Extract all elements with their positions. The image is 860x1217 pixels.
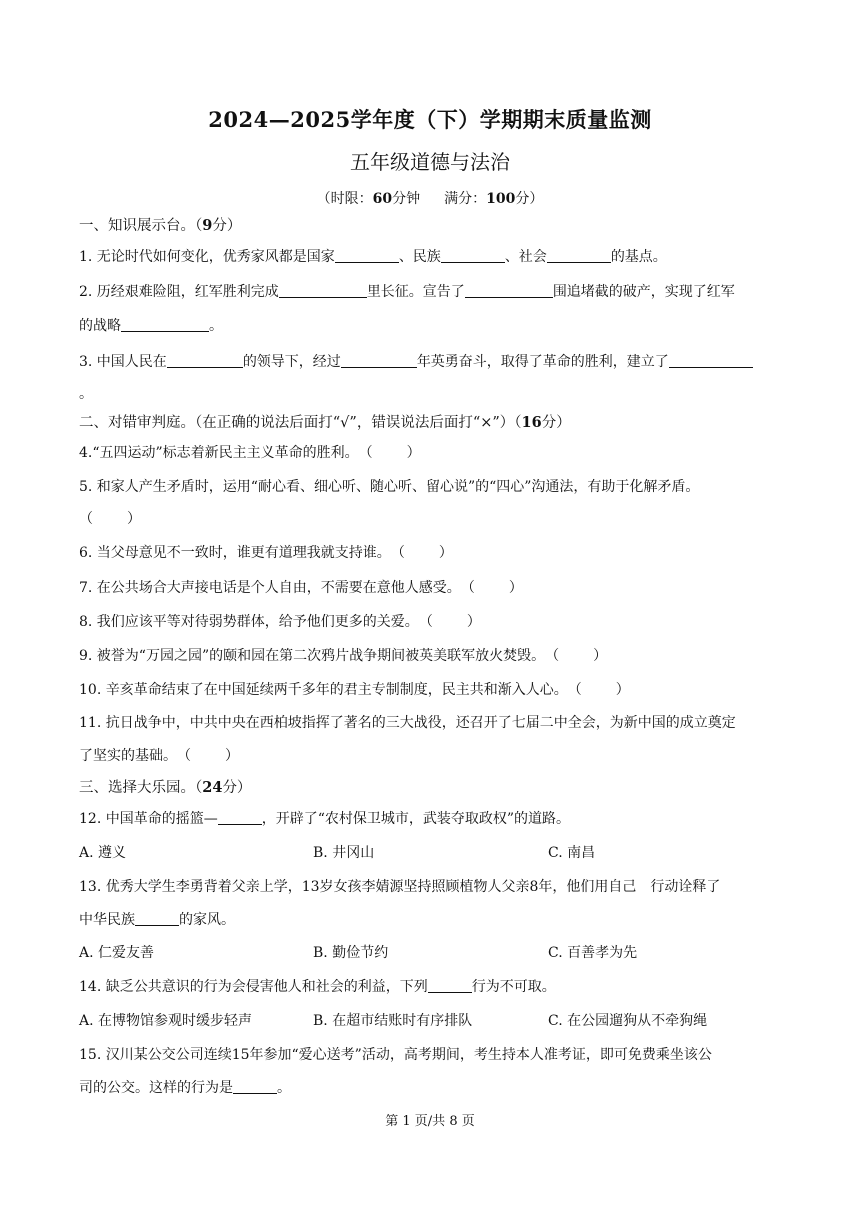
answer-blank[interactable] bbox=[441, 248, 505, 263]
question-5-line-2 bbox=[79, 509, 141, 529]
answer-paren[interactable]: （ ） bbox=[545, 648, 608, 664]
question-8: 8. 我们应该平等对待弱势群体，给予他们更多的关爱。（ ） bbox=[79, 614, 481, 630]
answer-blank[interactable] bbox=[465, 283, 553, 298]
answer-paren[interactable]: （ ） bbox=[358, 445, 421, 461]
page-footer: 第 1 页/共 8 页 bbox=[385, 1114, 475, 1129]
question-2-line-1: 2. 历经艰难险阻，红军胜利完成 里长征。宣告了 围追堵截的破产，实现了红军 bbox=[79, 284, 735, 300]
answer-paren[interactable]: （ ） bbox=[177, 748, 239, 764]
question-11-line-2: 了坚实的基础。（ ） bbox=[79, 748, 239, 764]
question-1: 1. 无论时代如何变化，优秀家风都是国家 、民族 、社会 的基点。 bbox=[79, 249, 667, 265]
answer-blank[interactable] bbox=[121, 317, 209, 332]
section-3-heading: 三、选择大乐园。（24分） bbox=[79, 779, 252, 796]
exam-meta bbox=[0, 188, 860, 208]
section-2-heading: 二、对错审判庭。（在正确的说法后面打“√”，错误说法后面打“×”）（16分） bbox=[79, 414, 571, 431]
question-3-line-1: 3. 中国人民在 的领导下，经过 年英勇奋斗，取得了革命的胜利，建立了 bbox=[79, 352, 753, 372]
q12-option-c[interactable]: C. 南昌 bbox=[548, 845, 596, 861]
q13-option-c[interactable]: C. 百善孝为先 bbox=[548, 945, 638, 961]
answer-paren[interactable]: （ ） bbox=[460, 580, 523, 596]
answer-blank[interactable] bbox=[279, 283, 367, 298]
question-13-line-2: 中华民族 的家风。 bbox=[79, 912, 235, 928]
answer-paren[interactable]: （ ） bbox=[79, 511, 141, 527]
score-value: 100 bbox=[486, 191, 516, 207]
q12-option-a[interactable]: A. 遵义 bbox=[79, 845, 127, 861]
answer-blank[interactable] bbox=[218, 810, 262, 825]
answer-blank[interactable] bbox=[167, 353, 243, 368]
q14-option-b[interactable]: B. 在超市结账时有序排队 bbox=[313, 1013, 473, 1029]
answer-paren[interactable]: （ ） bbox=[567, 682, 630, 698]
answer-paren[interactable]: （ ） bbox=[390, 545, 453, 561]
meta-close: 分） bbox=[515, 191, 544, 207]
question-14: 14. 缺乏公共意识的行为会侵害他人和社会的利益，下列 行为不可取。 bbox=[79, 979, 556, 995]
question-15-line-2: 司的公交。这样的行为是 。 bbox=[79, 1080, 291, 1096]
q12-option-b[interactable]: B. 井冈山 bbox=[313, 845, 375, 861]
question-6: 6. 当父母意见不一致时，谁更有道理我就支持谁。（ ） bbox=[79, 545, 453, 561]
q14-option-a[interactable]: A. 在博物馆参观时缓步轻声 bbox=[79, 1013, 253, 1029]
answer-blank[interactable] bbox=[428, 978, 472, 993]
question-10: 10. 辛亥革命结束了在中国延续两千多年的君主专制制度，民主共和渐入人心。（ ） bbox=[79, 682, 630, 698]
time-value: 60 bbox=[372, 191, 393, 207]
exam-subtitle: 五年级道德与法治 bbox=[350, 150, 510, 174]
score-label: 满分： bbox=[444, 191, 487, 207]
q14-option-c[interactable]: C. 在公园遛狗从不牵狗绳 bbox=[548, 1013, 708, 1029]
question-7: 7. 在公共场合大声接电话是个人自由，不需要在意他人感受。（ ） bbox=[79, 580, 523, 596]
question-9: 9. 被誉为“万园之园”的颐和园在第二次鸦片战争期间被英美联军放火焚毁。（ ） bbox=[79, 648, 608, 664]
answer-paren[interactable]: （ ） bbox=[418, 614, 481, 630]
q13-option-a[interactable]: A. 仁爱友善 bbox=[79, 945, 155, 961]
question-13-line-1: 13. 优秀大学生李勇背着父亲上学，13岁女孩李婧源坚持照顾植物人父亲8年，他们用自己 行动诠释了 bbox=[79, 879, 721, 895]
question-12: 12. 中国革命的摇篮— ，开辟了“农村保卫城市，武装夺取政权”的道路。 bbox=[79, 811, 571, 827]
answer-blank[interactable] bbox=[135, 911, 179, 926]
question-4: 4.“五四运动”标志着新民主主义革命的胜利。（ ） bbox=[79, 445, 421, 461]
meta-open: （时限： bbox=[316, 191, 373, 207]
question-15-line-1: 15. 汉川某公交公司连续15年参加“爱心送考”活动，高考期间，考生持本人准考证，即可免费乘坐该公 bbox=[79, 1047, 712, 1063]
question-2-line-2: 的战略 。 bbox=[79, 318, 223, 334]
answer-blank[interactable] bbox=[335, 248, 399, 263]
question-11-line-1: 11. 抗日战争中，中共中央在西柏坡指挥了著名的三大战役，还召开了七届二中全会，为新中国的成立奠定 bbox=[79, 715, 736, 731]
exam-title: 2024—2025学年度（下）学期期末质量监测 bbox=[208, 107, 652, 132]
q13-option-b[interactable]: B. 勤俭节约 bbox=[313, 945, 389, 961]
answer-blank[interactable] bbox=[669, 353, 753, 368]
question-5-line-1: 5. 和家人产生矛盾时，运用“耐心看、细心听、随心听、留心说”的“四心”沟通法，有助于化解矛盾。 bbox=[79, 479, 700, 495]
answer-blank[interactable] bbox=[341, 353, 417, 368]
section-1-heading: 一、知识展示台。（9分） bbox=[79, 217, 242, 234]
answer-blank[interactable] bbox=[233, 1079, 277, 1094]
time-unit: 分钟 bbox=[392, 191, 421, 207]
answer-blank[interactable] bbox=[547, 248, 611, 263]
question-3-line-2: 。 bbox=[79, 386, 93, 402]
